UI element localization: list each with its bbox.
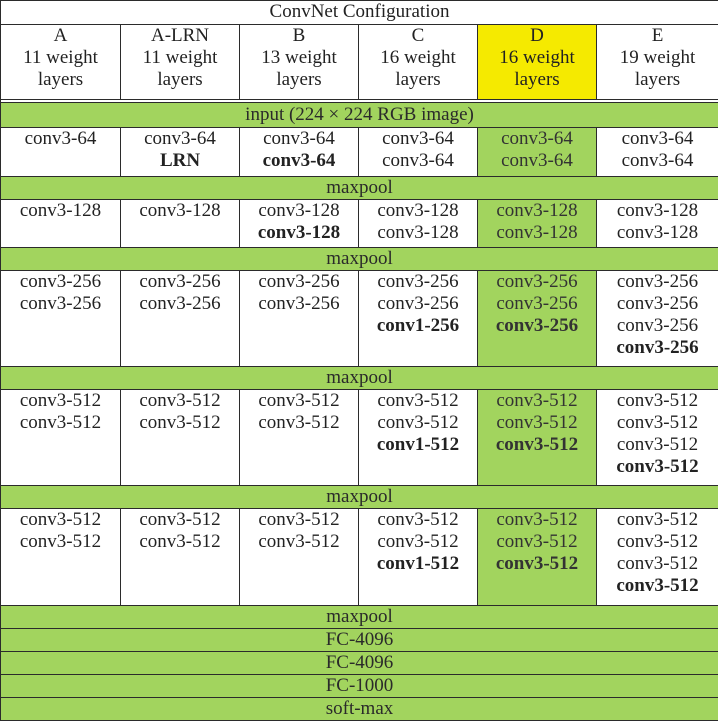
layer-name: conv3-128 — [377, 222, 459, 243]
layer-name: conv3-128 — [616, 200, 699, 221]
layer-name: conv3-512 — [496, 412, 578, 433]
layer-name: conv3-64 — [144, 128, 216, 149]
config-depth-line1: 19 weight — [619, 47, 696, 68]
layer-name: conv3-256 — [19, 271, 102, 292]
layer-name: conv3-256 — [616, 315, 699, 336]
layer-name: conv3-256 — [616, 293, 699, 314]
layer-cell-A-LRN — [121, 200, 240, 248]
layer-name: conv3-64 — [621, 150, 694, 171]
layer-name: conv3-64 — [621, 128, 694, 149]
layer-cell-A-LRN — [121, 271, 240, 367]
layer-name: conv3-512 — [377, 412, 459, 433]
maxpool-row-2: maxpool — [1, 248, 718, 271]
layer-cell-A-LRN — [121, 390, 240, 486]
layer-name: conv3-512 — [377, 390, 459, 411]
layer-cell-A — [1, 509, 121, 606]
layer-name: conv3-512 — [616, 390, 699, 411]
layer-name: conv3-512 — [377, 509, 459, 530]
fc-layer-row-3: FC-1000 — [1, 675, 718, 698]
layer-name: conv3-256 — [616, 337, 699, 358]
layer-name: conv3-256 — [258, 271, 340, 292]
layer-name: conv3-128 — [19, 200, 102, 221]
layer-name: conv3-512 — [139, 390, 221, 411]
config-depth-line2: layers — [634, 69, 681, 90]
layer-name: conv3-128 — [257, 222, 341, 243]
config-header-row — [1, 25, 718, 100]
layer-name: conv3-512 — [258, 509, 340, 530]
conv-block-2 — [1, 200, 718, 248]
config-depth-line2: layers — [37, 69, 84, 90]
layer-cell-D — [478, 128, 597, 177]
layer-name: conv3-512 — [496, 509, 578, 530]
maxpool-row-4: maxpool — [1, 486, 718, 509]
layer-cell-D — [478, 200, 597, 248]
layer-name: conv3-512 — [616, 575, 699, 596]
layer-cell-C — [359, 128, 478, 177]
fc-layer-row-2: FC-4096 — [1, 652, 718, 675]
layer-name: conv3-512 — [19, 509, 102, 530]
layer-cell-A-LRN — [121, 128, 240, 177]
conv-block-3 — [1, 271, 718, 367]
layer-name: conv3-512 — [616, 553, 699, 574]
layer-name: conv3-256 — [139, 293, 221, 314]
layer-name: conv3-512 — [139, 509, 221, 530]
layer-name: conv3-512 — [496, 390, 578, 411]
layer-cell-B — [240, 509, 359, 606]
layer-name: conv3-512 — [616, 531, 699, 552]
config-header-A — [1, 25, 121, 100]
config-header-D-highlighted — [478, 25, 597, 100]
config-depth-line1: 13 weight — [261, 47, 337, 68]
conv-block-1 — [1, 128, 718, 177]
config-header-B — [240, 25, 359, 100]
layer-cell-A — [1, 128, 121, 177]
layer-name: conv3-512 — [616, 412, 699, 433]
layer-name: conv3-512 — [258, 531, 340, 552]
layer-name: conv3-256 — [616, 271, 699, 292]
softmax-row: soft-max — [1, 698, 718, 721]
layer-name: conv3-64 — [24, 128, 97, 149]
layer-name: conv3-512 — [258, 390, 340, 411]
layer-name: conv3-512 — [19, 531, 102, 552]
layer-name: conv3-64 — [382, 150, 454, 171]
layer-cell-B — [240, 390, 359, 486]
layer-name: conv3-64 — [501, 150, 573, 171]
layer-cell-C — [359, 390, 478, 486]
config-id: A-LRN — [150, 25, 210, 46]
layer-name: conv3-128 — [258, 200, 340, 221]
layer-name: conv3-128 — [377, 200, 459, 221]
layer-cell-A — [1, 271, 121, 367]
layer-cell-A — [1, 200, 121, 248]
layer-cell-A — [1, 390, 121, 486]
layer-name: conv3-64 — [263, 128, 335, 149]
layer-name: conv3-128 — [496, 222, 578, 243]
layer-name: conv3-512 — [616, 509, 699, 530]
layer-cell-E — [597, 200, 718, 248]
maxpool-row-5: maxpool — [1, 606, 718, 629]
config-id: D — [530, 25, 544, 46]
layer-cell-C — [359, 200, 478, 248]
layer-name: conv3-512 — [19, 412, 102, 433]
layer-cell-B — [240, 128, 359, 177]
layer-name: conv3-256 — [377, 271, 459, 292]
config-depth-line2: layers — [157, 69, 203, 90]
config-header-C — [359, 25, 478, 100]
config-depth-line2: layers — [514, 69, 560, 90]
config-depth-line2: layers — [395, 69, 441, 90]
config-header-A-LRN — [121, 25, 240, 100]
config-id: B — [292, 25, 306, 46]
config-depth-line1: 11 weight — [142, 47, 218, 68]
table-title: ConvNet Configuration — [1, 1, 718, 25]
layer-name: conv1-512 — [376, 553, 460, 574]
layer-name: conv3-512 — [139, 531, 221, 552]
conv-block-5 — [1, 509, 718, 606]
layer-name: conv3-256 — [495, 315, 579, 336]
layer-name: conv3-256 — [377, 293, 459, 314]
layer-name: conv3-256 — [496, 293, 578, 314]
layer-name: conv3-256 — [139, 271, 221, 292]
layer-cell-C — [359, 271, 478, 367]
layer-cell-B — [240, 200, 359, 248]
layer-name: conv3-512 — [258, 412, 340, 433]
config-depth-line1: 16 weight — [499, 47, 575, 68]
layer-name: LRN — [159, 150, 201, 171]
layer-name: conv3-64 — [262, 150, 336, 171]
layer-cell-A-LRN — [121, 509, 240, 606]
layer-name: conv3-64 — [382, 128, 454, 149]
layer-cell-D — [478, 271, 597, 367]
config-id: A — [53, 25, 68, 46]
conv-block-4 — [1, 390, 718, 486]
layer-cell-C — [359, 509, 478, 606]
layer-cell-D — [478, 390, 597, 486]
layer-name: conv3-512 — [616, 434, 699, 455]
maxpool-row-1: maxpool — [1, 177, 718, 200]
layer-name: conv3-512 — [377, 531, 459, 552]
config-header-E — [597, 25, 718, 100]
config-depth-line1: 11 weight — [23, 47, 98, 68]
layer-name: conv3-512 — [139, 412, 221, 433]
config-id: E — [651, 25, 664, 46]
layer-name: conv3-128 — [139, 200, 221, 221]
layer-cell-E — [597, 390, 718, 486]
maxpool-row-3: maxpool — [1, 367, 718, 390]
layer-cell-B — [240, 271, 359, 367]
layer-name: conv3-512 — [495, 553, 579, 574]
layer-name: conv3-512 — [495, 434, 579, 455]
layer-name: conv3-512 — [616, 456, 699, 477]
config-id: C — [411, 25, 425, 46]
config-depth-line1: 16 weight — [380, 47, 456, 68]
input-layer-row: input (224 × 224 RGB image) — [1, 103, 718, 128]
config-depth-line2: layers — [276, 69, 322, 90]
layer-name: conv3-64 — [501, 128, 573, 149]
layer-cell-E — [597, 509, 718, 606]
layer-name: conv3-128 — [496, 200, 578, 221]
layer-name: conv3-256 — [258, 293, 340, 314]
layer-name: conv3-256 — [19, 293, 102, 314]
layer-name: conv1-512 — [376, 434, 460, 455]
layer-name: conv3-512 — [19, 390, 102, 411]
fc-layer-row-1: FC-4096 — [1, 629, 718, 652]
layer-cell-E — [597, 128, 718, 177]
layer-cell-E — [597, 271, 718, 367]
layer-name: conv3-256 — [496, 271, 578, 292]
layer-name: conv1-256 — [376, 315, 460, 336]
layer-name: conv3-128 — [616, 222, 699, 243]
layer-cell-D — [478, 509, 597, 606]
layer-name: conv3-512 — [496, 531, 578, 552]
